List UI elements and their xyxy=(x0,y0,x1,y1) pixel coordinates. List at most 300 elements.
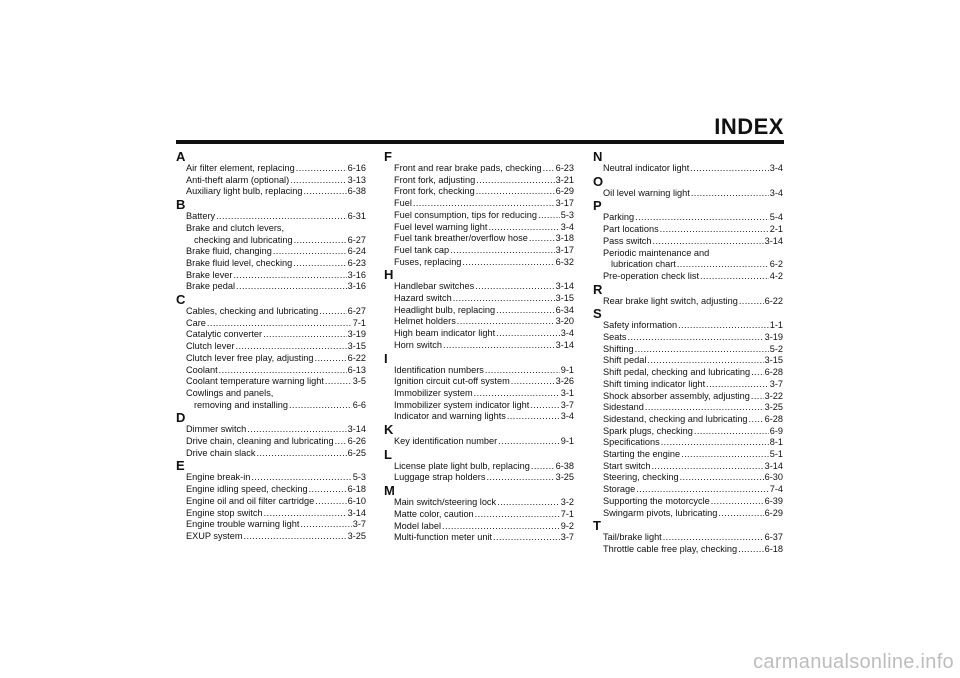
index-entry-topic: Helmet holders xyxy=(394,316,456,327)
index-entry-topic: Dimmer switch xyxy=(186,424,247,435)
index-entry[interactable] xyxy=(176,235,366,247)
index-entry-topic: Front and rear brake pads, checking xyxy=(394,163,542,173)
index-entry-page: 3-13 xyxy=(347,174,366,185)
index-entry-page: 3-17 xyxy=(555,198,574,209)
dot-leader xyxy=(700,271,769,283)
dot-leader xyxy=(543,163,555,175)
index-entry-topic: License plate light bulb, replacing xyxy=(394,460,530,471)
index-entry-page: 6-10 xyxy=(347,495,366,506)
index-entry[interactable] xyxy=(176,318,366,330)
index-entry[interactable] xyxy=(593,224,783,236)
index-entry[interactable] xyxy=(176,163,366,175)
index-entry-page: 3-2 xyxy=(560,497,574,508)
index-entry[interactable] xyxy=(176,353,366,365)
index-entry-page: 3-18 xyxy=(555,233,574,244)
dot-leader xyxy=(711,496,764,508)
index-entry-topic: Anti-theft alarm (optional) xyxy=(186,174,290,185)
index-entry[interactable] xyxy=(384,175,574,187)
index-entry-topic: removing and installing xyxy=(194,399,288,410)
index-entry-topic: Ignition circuit cut-off system xyxy=(394,376,510,387)
index-entry[interactable] xyxy=(176,306,366,318)
index-entry-page: 4-2 xyxy=(769,270,783,281)
dot-leader xyxy=(294,235,347,247)
index-entry-page: 3-25 xyxy=(347,530,366,541)
index-entry-page: 7-4 xyxy=(769,484,783,495)
index-entry-topic: Auxiliary light bulb, replacing xyxy=(186,186,303,197)
index-entry[interactable] xyxy=(176,175,366,187)
index-entry[interactable] xyxy=(384,497,574,509)
index-entry-topic: Care xyxy=(186,317,206,328)
index-entry-page: 7-1 xyxy=(560,508,574,519)
dot-leader xyxy=(645,402,764,414)
index-entry-heading: Brake and clutch levers, xyxy=(186,222,285,233)
index-entry[interactable] xyxy=(593,544,783,556)
index-entry[interactable] xyxy=(176,281,366,293)
index-entry[interactable] xyxy=(384,316,574,328)
index-letter-i: I xyxy=(384,350,388,366)
index-entry-topic: Neutral indicator light xyxy=(603,163,690,173)
index-entry-topic: Engine idling speed, checking xyxy=(186,484,308,495)
index-entry[interactable] xyxy=(593,414,783,426)
index-letter-o: O xyxy=(593,173,604,189)
index-entry-topic: Part locations xyxy=(603,224,659,235)
index-letter-l: L xyxy=(384,446,392,462)
dot-leader xyxy=(628,332,764,344)
index-entry[interactable] xyxy=(384,198,574,210)
index-entry-topic: Rear brake light switch, adjusting xyxy=(603,295,738,306)
index-entry[interactable] xyxy=(593,437,783,449)
index-entry-page: 3-25 xyxy=(764,402,783,413)
index-entry-topic: Steering, checking xyxy=(603,472,679,483)
dot-leader xyxy=(475,281,554,293)
index-entry[interactable] xyxy=(384,411,574,423)
index-entry-topic: Headlight bulb, replacing xyxy=(394,304,496,315)
index-entry-page: 3-14 xyxy=(764,460,783,471)
index-entry[interactable] xyxy=(176,508,366,520)
index-entry[interactable] xyxy=(176,496,366,508)
dot-leader xyxy=(315,353,347,365)
index-entry[interactable] xyxy=(593,461,783,473)
index-entry-page: 6-34 xyxy=(555,304,574,315)
index-entry-topic: Pre-operation check list xyxy=(603,270,700,281)
index-entry-topic: Shift timing indicator light xyxy=(603,378,706,389)
index-entry-page: 3-4 xyxy=(560,328,574,339)
index-entry-topic: Brake fluid level, checking xyxy=(186,257,293,268)
index-entry[interactable] xyxy=(176,341,366,353)
index-entry-page: 3-16 xyxy=(347,269,366,280)
index-entry-page: 3-20 xyxy=(555,316,574,327)
index-entry-topic: Multi-function meter unit xyxy=(394,532,493,543)
index-entry[interactable] xyxy=(176,519,366,531)
index-entry-topic: Handlebar switches xyxy=(394,281,475,292)
index-entry-page: 3-4 xyxy=(769,187,783,198)
dot-leader xyxy=(530,400,559,412)
index-entry-topic: Sidestand xyxy=(603,402,644,413)
index-entry-topic: Fuel tank cap xyxy=(394,244,450,255)
index-entry[interactable] xyxy=(384,245,574,257)
index-entry[interactable] xyxy=(384,376,574,388)
index-entry-page: 6-37 xyxy=(764,532,783,543)
index-entry-page: 3-4 xyxy=(769,163,783,173)
dot-leader xyxy=(635,344,769,356)
index-entry[interactable] xyxy=(384,509,574,521)
index-entry[interactable] xyxy=(384,365,574,377)
index-entry[interactable] xyxy=(384,340,574,352)
index-entry[interactable] xyxy=(176,186,366,198)
index-entry-topic: Brake lever xyxy=(186,269,233,280)
index-entry-topic: Oil level warning light xyxy=(603,187,690,198)
index-entry-page: 3-4 xyxy=(560,411,574,422)
dot-leader xyxy=(309,484,347,496)
index-entry-topic: Main switch/steering lock xyxy=(394,497,497,508)
index-entry-page: 3-19 xyxy=(347,329,366,340)
dot-leader xyxy=(325,376,352,388)
index-letter-b: B xyxy=(176,197,186,213)
index-entry-page: 6-26 xyxy=(347,436,366,447)
index-entry-page: 8-1 xyxy=(769,437,783,448)
index-entry-page: 3-25 xyxy=(555,472,574,483)
index-entry-page: 5-2 xyxy=(769,343,783,354)
index-entry-topic: Indicator and warning lights xyxy=(394,411,506,422)
index-entry-topic: Clutch lever xyxy=(186,341,235,352)
index-entry-page: 3-14 xyxy=(347,424,366,435)
index-entry-topic: Swingarm pivots, lubricating xyxy=(603,507,718,518)
index-entry[interactable] xyxy=(176,424,366,436)
page-title: INDEX xyxy=(714,114,784,139)
dot-leader xyxy=(488,222,559,234)
index-entry-topic: checking and lubricating xyxy=(194,234,293,245)
index-entry-topic: Fuel level warning light xyxy=(394,221,488,232)
index-entry-topic: Brake pedal xyxy=(186,281,236,292)
dot-leader xyxy=(263,329,347,341)
index-entry[interactable] xyxy=(593,472,783,484)
index-entry-topic: Safety information xyxy=(603,320,678,331)
index-entry[interactable] xyxy=(176,270,366,282)
index-letter-t: T xyxy=(593,518,601,534)
index-entry-topic: Battery xyxy=(186,211,216,222)
index-letter-m: M xyxy=(384,483,395,499)
index-entry-topic: Fuel tank breather/overflow hose xyxy=(394,233,528,244)
dot-leader xyxy=(706,379,769,391)
dot-leader xyxy=(296,163,347,175)
dot-leader xyxy=(207,318,352,330)
dot-leader xyxy=(290,175,346,187)
index-entry[interactable] xyxy=(384,472,574,484)
index-entry-page: 6-22 xyxy=(347,352,366,363)
index-entry-topic: Drive chain slack xyxy=(186,447,256,458)
index-entry[interactable] xyxy=(593,484,783,496)
dot-leader xyxy=(680,472,764,484)
index-entry[interactable] xyxy=(593,271,783,283)
index-entry-topic: Air filter element, replacing xyxy=(186,163,295,173)
index-entry-topic: Matte color, caution xyxy=(394,508,474,519)
dot-leader xyxy=(251,472,351,484)
index-entry[interactable] xyxy=(593,532,783,544)
index-entry[interactable] xyxy=(176,531,366,543)
dot-leader xyxy=(498,436,560,448)
dot-leader xyxy=(531,461,555,473)
dot-leader xyxy=(442,521,560,533)
index-entry-page: 9-1 xyxy=(560,364,574,375)
index-entry-topic: Shift pedal xyxy=(603,355,647,366)
dot-leader xyxy=(457,316,555,328)
index-entry-topic: Engine trouble warning light xyxy=(186,519,300,530)
index-entry-page: 3-5 xyxy=(352,376,366,387)
index-entry[interactable] xyxy=(384,436,574,448)
index-entry[interactable] xyxy=(384,400,574,412)
index-entry-topic: Spark plugs, checking xyxy=(603,425,693,436)
dot-leader xyxy=(497,497,560,509)
index-entry-page: 6-23 xyxy=(347,257,366,268)
index-entry-page: 6-9 xyxy=(769,425,783,436)
dot-leader xyxy=(661,437,769,449)
dot-leader xyxy=(475,509,560,521)
dot-leader xyxy=(293,258,346,270)
index-entry[interactable] xyxy=(384,281,574,293)
index-column-2 xyxy=(384,150,574,544)
index-entry-page: 6-22 xyxy=(764,295,783,306)
dot-leader xyxy=(690,163,768,175)
dot-leader xyxy=(315,496,346,508)
index-entry-topic: Specifications xyxy=(603,437,660,448)
index-entry-topic: Engine break-in xyxy=(186,472,251,483)
index-entry-page: 6-31 xyxy=(347,211,366,222)
index-entry-topic: Catalytic converter xyxy=(186,329,263,340)
dot-leader xyxy=(691,188,769,200)
index-entry[interactable] xyxy=(176,376,366,388)
dot-leader xyxy=(476,186,555,198)
index-entry-page: 3-14 xyxy=(347,507,366,518)
index-letter-f: F xyxy=(384,149,392,164)
index-letter-h: H xyxy=(384,267,394,283)
index-entry-topic: Fuses, replacing xyxy=(394,256,462,267)
index-entry[interactable] xyxy=(593,508,783,520)
index-entry[interactable] xyxy=(384,163,574,175)
index-entry-page: 6-38 xyxy=(347,186,366,197)
index-entry[interactable] xyxy=(384,305,574,317)
index-entry-page: 3-14 xyxy=(764,235,783,246)
index-entry-page: 3-4 xyxy=(560,221,574,232)
index-entry[interactable] xyxy=(593,391,783,403)
index-entry-page: 3-21 xyxy=(555,174,574,185)
index-entry[interactable] xyxy=(593,236,783,248)
index-entry[interactable] xyxy=(176,246,366,258)
index-entry-page: 6-16 xyxy=(347,163,366,173)
index-entry[interactable] xyxy=(593,212,783,224)
dot-leader xyxy=(529,233,555,245)
index-entry-topic: Engine stop switch xyxy=(186,507,263,518)
index-entry-page: 7-1 xyxy=(352,317,366,328)
dot-leader xyxy=(496,328,560,340)
index-letter-p: P xyxy=(593,198,602,214)
index-entry-topic: Key identification number xyxy=(394,436,498,447)
index-entry-page: 9-2 xyxy=(560,520,574,531)
index-entry-page: 3-15 xyxy=(555,293,574,304)
index-entry-topic: Coolant temperature warning light xyxy=(186,376,324,387)
index-entry[interactable] xyxy=(593,188,783,200)
index-entry[interactable] xyxy=(593,259,783,271)
index-letter-c: C xyxy=(176,292,186,308)
index-entry-topic: Parking xyxy=(603,212,635,223)
index-entry-page: 6-28 xyxy=(764,413,783,424)
index-entry[interactable] xyxy=(593,449,783,461)
index-entry[interactable] xyxy=(176,484,366,496)
dot-leader xyxy=(660,224,769,236)
index-entry[interactable] xyxy=(593,320,783,332)
index-entry-topic: Front fork, checking xyxy=(394,186,475,197)
dot-leader xyxy=(450,245,554,257)
index-entry[interactable] xyxy=(384,532,574,544)
index-entry[interactable] xyxy=(176,472,366,484)
index-entry-topic: Engine oil and oil filter cartridge xyxy=(186,495,315,506)
index-entry[interactable] xyxy=(593,355,783,367)
index-entry[interactable] xyxy=(176,258,366,270)
dot-leader xyxy=(749,414,764,426)
index-entry[interactable] xyxy=(384,388,574,400)
index-entry-page: 3-7 xyxy=(560,532,574,543)
dot-leader xyxy=(319,306,346,318)
dot-leader xyxy=(485,365,560,377)
index-entry-page: 1-1 xyxy=(769,320,783,331)
dot-leader xyxy=(462,257,554,269)
index-column-1 xyxy=(176,150,366,543)
index-entry-page: 9-1 xyxy=(560,436,574,447)
index-entry-page: 3-15 xyxy=(764,355,783,366)
index-entry[interactable] xyxy=(384,210,574,222)
index-entry[interactable] xyxy=(593,367,783,379)
index-entry-topic: Horn switch xyxy=(394,339,442,350)
index-entry-topic: Brake fluid, changing xyxy=(186,246,272,257)
index-entry[interactable] xyxy=(384,222,574,234)
index-entry-topic: High beam indicator light xyxy=(394,328,496,339)
dot-leader xyxy=(493,532,560,544)
index-entry[interactable] xyxy=(384,461,574,473)
index-entry[interactable] xyxy=(384,186,574,198)
index-entry-page: 3-7 xyxy=(769,378,783,389)
index-entry-topic: EXUP system xyxy=(186,530,243,541)
dot-leader xyxy=(233,270,346,282)
index-entry-page: 6-32 xyxy=(555,256,574,267)
index-entry-topic: Shock absorber assembly, adjusting xyxy=(603,390,750,401)
index-entry[interactable] xyxy=(384,293,574,305)
index-entry[interactable] xyxy=(176,211,366,223)
index-entry[interactable] xyxy=(176,365,366,377)
title-rule xyxy=(176,140,784,144)
index-letter-n: N xyxy=(593,149,603,164)
index-entry-topic: Identification numbers xyxy=(394,364,484,375)
index-entry-topic: Start switch xyxy=(603,460,651,471)
index-entry[interactable] xyxy=(176,436,366,448)
index-entry-topic: Shift pedal, checking and lubricating xyxy=(603,367,751,378)
dot-leader xyxy=(647,355,763,367)
index-entry-page: 3-17 xyxy=(555,244,574,255)
index-entry[interactable] xyxy=(593,426,783,438)
index-entry-topic: Storage xyxy=(603,484,636,495)
dot-leader xyxy=(264,508,347,520)
index-entry-topic: Tail/brake light xyxy=(603,532,662,543)
index-letter-r: R xyxy=(593,281,603,297)
index-entry[interactable] xyxy=(593,344,783,356)
index-entry-topic: lubrication chart xyxy=(611,259,676,270)
dot-leader xyxy=(256,448,346,460)
index-entry-topic: Supporting the motorcycle xyxy=(603,495,710,506)
index-entry-page: 3-16 xyxy=(347,281,366,292)
index-entry[interactable] xyxy=(593,332,783,344)
index-entry[interactable] xyxy=(176,448,366,460)
index-entry-page: 3-1 xyxy=(560,387,574,398)
index-entry[interactable] xyxy=(593,379,783,391)
index-entry-page: 5-4 xyxy=(769,212,783,223)
dot-leader xyxy=(694,426,769,438)
index-entry-page: 3-14 xyxy=(555,339,574,350)
index-entry[interactable] xyxy=(384,257,574,269)
dot-leader xyxy=(273,246,347,258)
index-entry[interactable] xyxy=(176,329,366,341)
index-entry-page: 3-14 xyxy=(555,281,574,292)
index-entry-page: 5-1 xyxy=(769,449,783,460)
index-entry-topic: Throttle cable free play, checking xyxy=(603,543,738,554)
dot-leader xyxy=(219,365,347,377)
index-entry[interactable] xyxy=(593,496,783,508)
dot-leader xyxy=(216,211,347,223)
index-entry-topic: Immobilizer system xyxy=(394,387,473,398)
dot-leader xyxy=(738,544,763,556)
dot-leader xyxy=(751,391,764,403)
index-entry[interactable] xyxy=(593,163,783,175)
dot-leader xyxy=(739,296,764,308)
index-entry-page: 6-38 xyxy=(555,460,574,471)
index-entry-page: 3-26 xyxy=(555,376,574,387)
index-entry-topic: Hazard switch xyxy=(394,293,452,304)
index-entry-topic: Clutch lever free play, adjusting xyxy=(186,352,314,363)
index-entry-topic: Sidestand, checking and lubricating xyxy=(603,413,748,424)
index-entry[interactable] xyxy=(593,402,783,414)
index-entry[interactable] xyxy=(384,521,574,533)
index-entry[interactable] xyxy=(593,296,783,308)
index-entry-page: 3-7 xyxy=(560,399,574,410)
dot-leader xyxy=(538,210,560,222)
index-entry-heading: Cowlings and panels, xyxy=(186,387,274,398)
dot-leader xyxy=(453,293,555,305)
index-entry-page: 5-3 xyxy=(560,209,574,220)
index-entry-topic: Drive chain, cleaning and lubricating xyxy=(186,436,334,447)
dot-leader xyxy=(443,340,555,352)
index-entry-page: 6-30 xyxy=(764,472,783,483)
index-entry[interactable] xyxy=(384,328,574,340)
dot-leader xyxy=(653,236,764,248)
index-entry-page: 6-6 xyxy=(352,399,366,410)
index-entry[interactable] xyxy=(176,400,366,412)
index-entry-page: 6-29 xyxy=(764,507,783,518)
index-entry-page: 2-1 xyxy=(769,224,783,235)
index-entry-page: 6-13 xyxy=(347,364,366,375)
index-entry[interactable] xyxy=(384,233,574,245)
dot-leader xyxy=(496,305,554,317)
dot-leader xyxy=(681,449,769,461)
dot-leader xyxy=(678,320,769,332)
dot-leader xyxy=(635,212,769,224)
dot-leader xyxy=(300,519,351,531)
index-entry-page: 6-23 xyxy=(555,163,574,173)
index-entry-page: 6-39 xyxy=(764,495,783,506)
index-entry-page: 5-3 xyxy=(352,472,366,483)
dot-leader xyxy=(335,436,347,448)
dot-leader xyxy=(236,341,347,353)
index-entry-topic: Luggage strap holders xyxy=(394,472,486,483)
dot-leader xyxy=(247,424,346,436)
index-entry-topic: Cables, checking and lubricating xyxy=(186,306,319,317)
dot-leader xyxy=(244,531,347,543)
